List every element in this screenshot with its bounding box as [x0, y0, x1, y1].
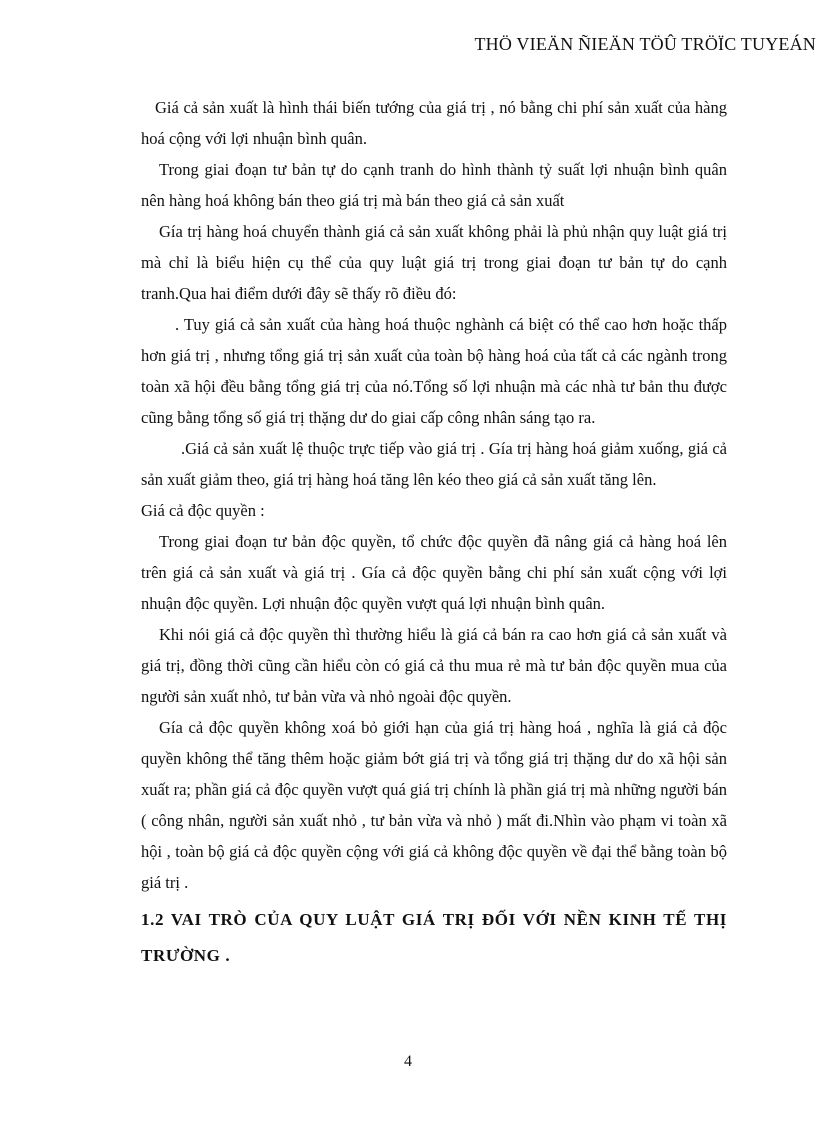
paragraph-point-two: .Giá cả sản xuất lệ thuộc trực tiếp vào giá trị . Gía trị hàng hoá giảm xuống, giá cả sản xuất giảm theo, giá trị hàng hoá tăng lên kéo theo giá cả sản xuất tăng lên.	[141, 439, 727, 489]
subheading-monopoly-price: Giá cả độc quyền :	[141, 501, 265, 520]
paragraph-monopoly-stage: Trong giai đoạn tư bản độc quyền, tổ chức độc quyền đã nâng giá cả hàng hoá lên trên giá cả sản xuất và giá trị . Gía cả độc quyền bằng chi phí sản xuất cộng với lợi nhuận độc quyền. Lợi nhuận độc quyền vượt quá lợi nhuận bình quân.	[141, 532, 727, 613]
section-heading: 1.2 VAI TRÒ CỦA QUY LUẬT GIÁ TRỊ ĐỐI VỚI NỀN KINH TẾ THỊ TRƯỜNG .	[141, 910, 727, 965]
paragraph-point-one: . Tuy giá cả sản xuất của hàng hoá thuộc nghành cá biệt có thể cao hơn hoặc thấp hơn giá trị , nhưng tổng giá trị sản xuất của toàn bộ hàng hoá của tất cả các ngành trong toàn xã hội đều bằng tổng giá trị của nó.Tổng số lợi nhuận mà các nhà tư bản thu được cũng bằng tổng số giá trị thặng dư do giai cấp công nhân sáng tạo ra.	[141, 315, 727, 427]
document-body	[141, 92, 727, 974]
running-header: THÖ VIEÄN ÑIEÄN TÖÛ TRÖÏC TUYEÁN	[474, 34, 816, 54]
paragraph-free-competition: Trong giai đoạn tư bản tự do cạnh tranh do hình thành tỷ suất lợi nhuận bình quân nên hàng hoá không bán theo giá trị mà bán theo giá cả sản xuất	[141, 160, 727, 210]
paragraph-monopoly-price-limits: Gía cả độc quyền không xoá bỏ giới hạn của giá trị hàng hoá , nghĩa là giá cả độc quyền không thể tăng thêm hoặc giảm bớt giá trị và tổng giá trị thặng dư do xã hội sản xuất ra; phần giá cả độc quyền vượt quá giá trị chính là phần giá trị mà những người bán ( công nhân, người sản xuất nhỏ , tư bản vừa và nhỏ ) mất đi.Nhìn vào phạm vi toàn xã hội , toàn bộ giá cả độc quyền cộng với giá cả không độc quyền về đại thể bằng toàn bộ giá trị .	[141, 718, 727, 892]
page-number: 4	[404, 1053, 412, 1070]
paragraph-value-to-production-price: Gía trị hàng hoá chuyển thành giá cả sản xuất không phải là phủ nhận quy luật giá trị mà chỉ là biểu hiện cụ thể của quy luật giá trị trong giai đoạn tư bản tự do cạnh tranh.Qua hai điểm dưới đây sẽ thấy rõ điều đó:	[141, 222, 727, 303]
paragraph-production-price-definition: Giá cả sản xuất là hình thái biến tướng của giá trị , nó bằng chi phí sản xuất của hàng hoá cộng với lợi nhuận bình quân.	[141, 98, 727, 148]
paragraph-monopoly-price-meaning: Khi nói giá cả độc quyền thì thường hiểu là giá cả bán ra cao hơn giá cả sản xuất và giá trị, đồng thời cũng cần hiểu còn có giá cả thu mua rẻ mà tư bản độc quyền mua của người sản xuất nhỏ, tư bản vừa và nhỏ ngoài độc quyền.	[141, 625, 727, 706]
